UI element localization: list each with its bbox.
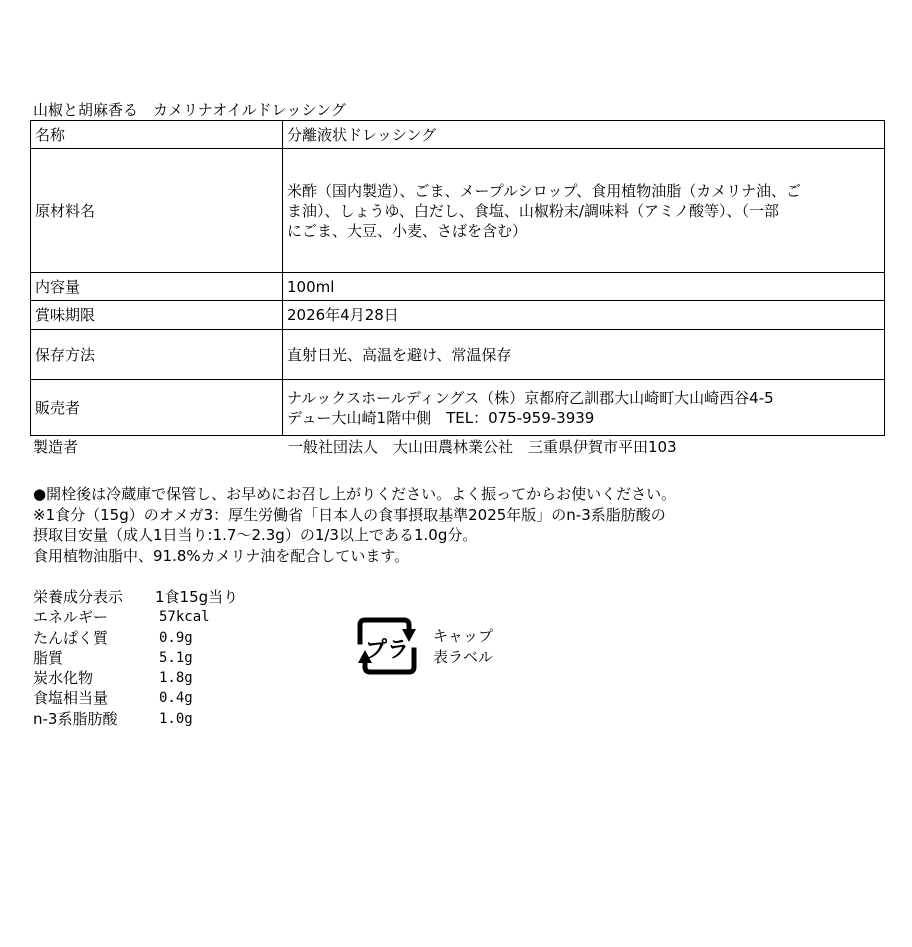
spec-row-ingredients [31,149,885,273]
nutrition-name: たんぱく質 [33,628,109,647]
note-line: 摂取目安量（成人1日当り:1.7〜2.3g）の1/3以上である1.0g分。 [33,526,478,544]
recycle-label [433,626,493,668]
product-title: 山椒と胡麻香る カメリナオイルドレッシング [33,101,346,119]
nutrition-serving: 1食15g当り [155,588,239,606]
spec-value: ナルックスホールディングス（株）京都府乙訓郡大山崎町大山崎西谷4-5 デュー大山崎1階中側 TEL：075-959-3939 [283,380,885,436]
spec-row-name [31,121,885,149]
nutrition-name: n-3系脂肪酸 [33,709,118,728]
nutrition-name: 炭水化物 [33,669,94,688]
spec-label: 内容量 [31,273,283,301]
note-line: ●開栓後は冷蔵庫で保管し、お早めにお召し上がりください。よく振ってからお使いください。 [33,485,677,503]
nutrition-value: 1.8g [159,670,193,687]
spec-row-volume [31,273,885,301]
spec-value: 2026年4月28日 [283,301,885,330]
spec-label: 保存方法 [31,330,283,380]
nutrition-name: 脂質 [33,648,64,667]
spec-value: 一般社団法人 大山田農林業公社 三重県伊賀市平田103 [288,438,677,456]
recycle-label-line: 表ラベル [433,648,494,666]
spec-label: 販売者 [31,380,283,436]
nutrition-value: 5.1g [159,649,193,666]
spec-row-storage [31,330,885,380]
spec-value: 100ml [283,273,885,301]
product-spec-table [30,120,885,436]
spec-row-seller [31,380,885,436]
spec-value: 分離液状ドレッシング [283,121,885,149]
nutrition-value: 0.9g [159,629,193,646]
spec-value: 直射日光、高温を避け、常温保存 [283,330,885,380]
nutrition-value: 57kcal [159,609,210,626]
spec-row-best-before [31,301,885,330]
nutrition-name: エネルギー [33,608,109,627]
nutrition-value: 1.0g [159,710,193,727]
spec-value: 米酢（国内製造）、ごま、メープルシロップ、食用植物油脂（カメリナ油、ご ま油）、しょうゆ、白だし、食塩、山椒粉末/調味料（アミノ酸等）、（一部 にごま、大豆、小麦、さばを含む） [283,149,885,273]
spec-row-manufacturer [33,437,893,459]
spec-label: 製造者 [33,438,79,456]
notes [33,484,893,566]
spec-label: 賞味期限 [31,301,283,330]
nutrition-value: 0.4g [159,690,193,707]
pla-mark-text: プラ [364,638,410,663]
nutrition-heading: 栄養成分表示 [33,588,124,606]
note-line: 食用植物油脂中、91.8%カメリナ油を配合しています。 [33,546,410,565]
recycle-label-line: キャップ [433,627,494,645]
spec-label: 原材料名 [31,149,283,273]
pla-recycle-icon [350,612,424,680]
spec-label: 名称 [31,121,283,149]
nutrition-name: 食塩相当量 [33,689,109,708]
note-line: ※1食分（15g）のオメガ3：厚生労働省「日本人の食事摂取基準2025年版」のn-3系脂肪酸の [33,505,666,524]
